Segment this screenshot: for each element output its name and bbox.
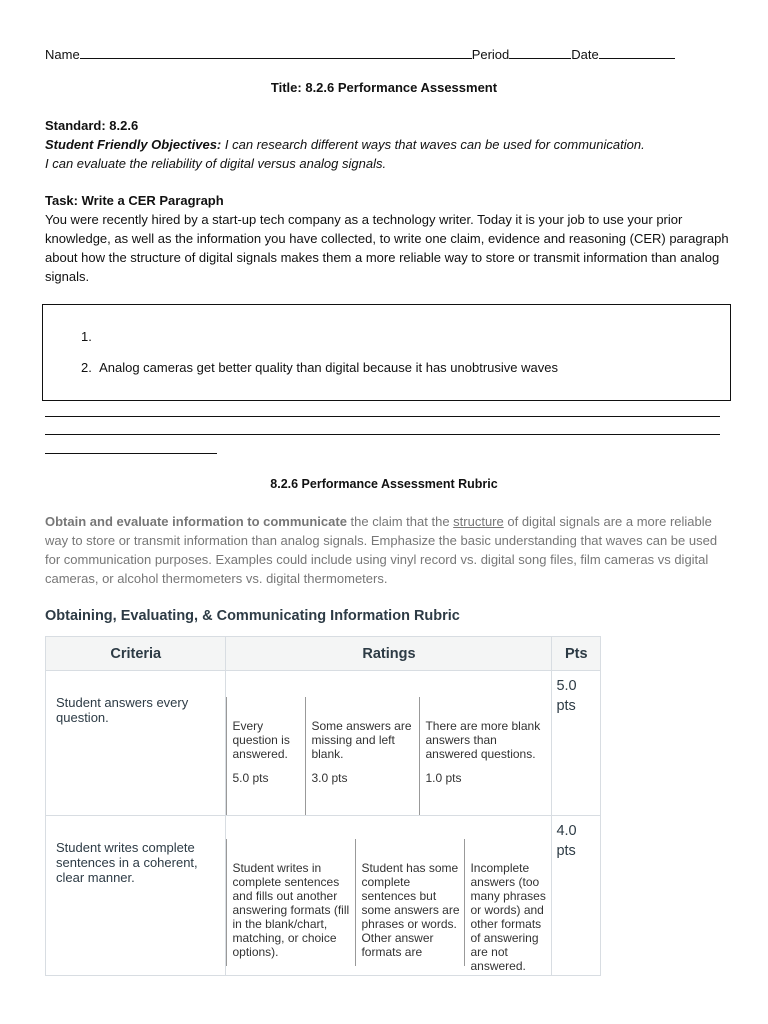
rubric-intro [45, 512, 720, 588]
answer-box[interactable] [42, 304, 731, 401]
answer-1 [81, 329, 92, 344]
rating [305, 697, 419, 815]
pts-cell: 5.0 pts [552, 671, 601, 816]
task-label: Task: Write a CER Paragraph [45, 193, 224, 208]
objective-1: I can research different ways that waves can be used for communication. [221, 137, 645, 152]
intro-text: of digital signals are a more reliable way to store or transmit information than analog signals. Emphasize the basic understanding that waves can be used for communication purposes. Examples could include using vinyl record vs. digital song files, film cameras vs digital cameras, or alcohol thermometers vs. digital thermometers. [45, 514, 718, 586]
rubric-title: 8.2.6 Performance Assessment Rubric [270, 477, 498, 491]
rating-desc: Student has some complete sentences but some answers are phrases or words. Other answer formats are [361, 861, 460, 959]
objectives-section [45, 116, 735, 173]
table-row [46, 671, 601, 816]
ratings-cell [226, 671, 552, 816]
header-ratings: Ratings [226, 637, 552, 671]
header-line [45, 46, 705, 62]
task-text: You were recently hired by a start-up tech company as a technology writer. Today it is your job to use your prior knowledge, as well as the information you have collected, to write one claim, evidence and reasoning (CER) paragraph about how the structure of digital signals makes them a more reliable way to store or transmit information than analog signals. [45, 212, 729, 284]
rating-desc: Some answers are missing and left blank. [311, 719, 412, 761]
header-pts: Pts [552, 637, 601, 671]
answer-text: Analog cameras get better quality than digital because it has unobtrusive waves [99, 360, 558, 375]
structure-link[interactable]: structure [453, 514, 504, 529]
rubric-table [45, 636, 601, 976]
criteria-cell: Student writes complete sentences in a coherent, clear manner. [46, 816, 226, 976]
rating [419, 697, 551, 815]
rating [226, 697, 305, 815]
rating-pts: 3.0 pts [311, 771, 348, 785]
task-section [45, 191, 730, 286]
rating-pts: 5.0 pts [232, 771, 269, 785]
table-heading: Obtaining, Evaluating, & Communicating Information Rubric [45, 608, 460, 624]
standard: Standard: 8.2.6 [45, 118, 139, 133]
period-label: Period [471, 47, 510, 62]
period-field[interactable] [509, 46, 571, 59]
date-field[interactable] [599, 46, 675, 59]
rating [226, 839, 355, 966]
rating-desc: Student writes in complete sentences and fills out another answering formats (fill in the blank/chart, matching, or choice options). [232, 861, 350, 959]
table-header [46, 637, 601, 671]
page-title: Title: 8.2.6 Performance Assessment [270, 80, 498, 95]
answer-number: 2. [81, 360, 92, 375]
table-row [46, 816, 601, 976]
pts-cell: 4.0 pts [552, 816, 601, 976]
name-field[interactable] [80, 46, 472, 59]
writing-line[interactable] [45, 453, 217, 454]
date-label: Date [571, 47, 599, 62]
rating-desc: Every question is answered. [232, 719, 290, 761]
rating [464, 839, 551, 973]
answer-number: 1. [81, 329, 92, 344]
objective-2: I can evaluate the reliability of digital versus analog signals. [45, 156, 387, 171]
objectives-label: Student Friendly Objectives: [45, 137, 222, 152]
name-label: Name [45, 47, 80, 62]
criteria-cell: Student answers every question. [46, 671, 226, 816]
writing-line[interactable] [45, 416, 720, 417]
intro-bold: Obtain and evaluate information to communicate [45, 514, 347, 529]
rating-pts: 1.0 pts [425, 771, 462, 785]
rating-desc: Incomplete answers (too many phrases or words) and other formats of answering are not answered. [470, 861, 546, 973]
writing-line[interactable] [45, 434, 720, 435]
rating [355, 839, 464, 966]
ratings-cell [226, 816, 552, 976]
header-criteria: Criteria [46, 637, 226, 671]
rating-desc: There are more blank answers than answered questions. [425, 719, 541, 761]
intro-text: the claim that the [346, 514, 454, 529]
answer-2 [81, 360, 558, 375]
